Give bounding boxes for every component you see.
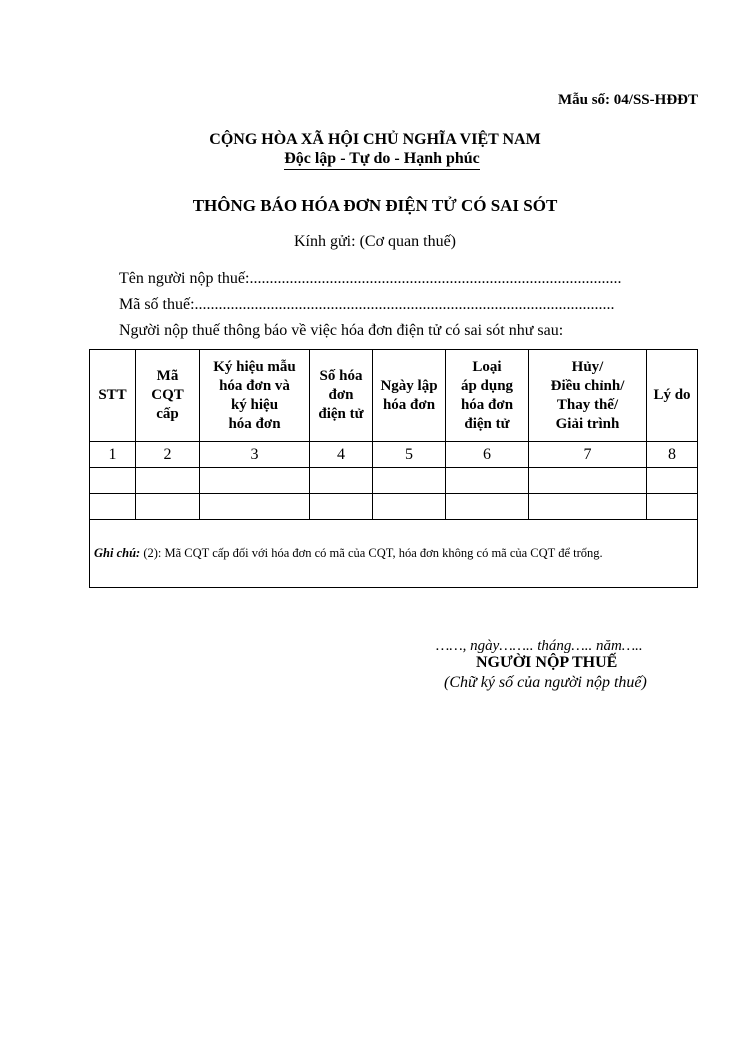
table-cell[interactable] [200,494,310,520]
motto-container [0,150,750,170]
header-invoice-date: Ngày lập hóa đơn [373,350,446,442]
note-cell [90,520,698,588]
nation-title: CỘNG HÒA XÃ HỘI CHỦ NGHĨA VIỆT NAM [209,131,541,148]
table-cell[interactable] [90,494,136,520]
note-text: (2): Mã CQT cấp đối với hóa đơn có mã của CQT, hóa đơn không có mã của CQT để trống. [140,546,603,560]
note-label: Ghi chú: [94,546,141,560]
date-line: ……, ngày…….. tháng….. năm….. [436,638,643,654]
header-invoice-symbol: Ký hiệu mẫu hóa đơn và ký hiệu hóa đơn [200,350,310,442]
column-number: 3 [200,442,310,468]
table-cell[interactable] [647,468,698,494]
header-invoice-number: Số hóa đơn điện tử [310,350,373,442]
taxpayer-name-field: Tên người nộp thuế:............................................................................................. [119,270,622,287]
tax-code-field: Mã số thuế:......................................................................................................... [119,296,615,313]
table-cell[interactable] [310,468,373,494]
recipient-line: Kính gửi: (Cơ quan thuế) [294,233,456,250]
header-invoice-type: Loại áp dụng hóa đơn điện tử [446,350,529,442]
header-cqt-code: Mã CQT cấp [136,350,200,442]
error-invoice-table [89,349,698,588]
note-row [90,520,698,588]
table-cell[interactable] [373,468,446,494]
table-cell[interactable] [529,494,647,520]
column-number: 6 [446,442,529,468]
document-title: THÔNG BÁO HÓA ĐƠN ĐIỆN TỬ CÓ SAI SÓT [192,196,558,215]
table-cell[interactable] [446,468,529,494]
table-cell[interactable] [647,494,698,520]
column-number: 5 [373,442,446,468]
column-number: 8 [647,442,698,468]
table-cell[interactable] [310,494,373,520]
signer-title: NGƯỜI NỘP THUẾ [476,654,618,671]
table-header-row [90,350,698,442]
table-cell[interactable] [136,494,200,520]
column-number: 1 [90,442,136,468]
table-cell[interactable] [200,468,310,494]
table-row [90,468,698,494]
table-cell[interactable] [136,468,200,494]
table-cell[interactable] [529,468,647,494]
table-cell[interactable] [373,494,446,520]
table-row [90,494,698,520]
form-code: Mẫu số: 04/SS-HĐĐT [557,92,698,108]
column-number-row [90,442,698,468]
motto: Độc lập - Tự do - Hạnh phúc [284,150,480,170]
column-number: 4 [310,442,373,468]
column-number: 7 [529,442,647,468]
column-number: 2 [136,442,200,468]
table-cell[interactable] [446,494,529,520]
header-stt: STT [90,350,136,442]
intro-text: Người nộp thuế thông báo về việc hóa đơn điện tử có sai sót như sau: [119,322,564,339]
header-reason: Lý do [647,350,698,442]
table-cell[interactable] [90,468,136,494]
header-action: Hủy/ Điều chỉnh/ Thay thế/ Giải trình [529,350,647,442]
signature-hint: (Chữ ký số của người nộp thuế) [444,674,647,691]
